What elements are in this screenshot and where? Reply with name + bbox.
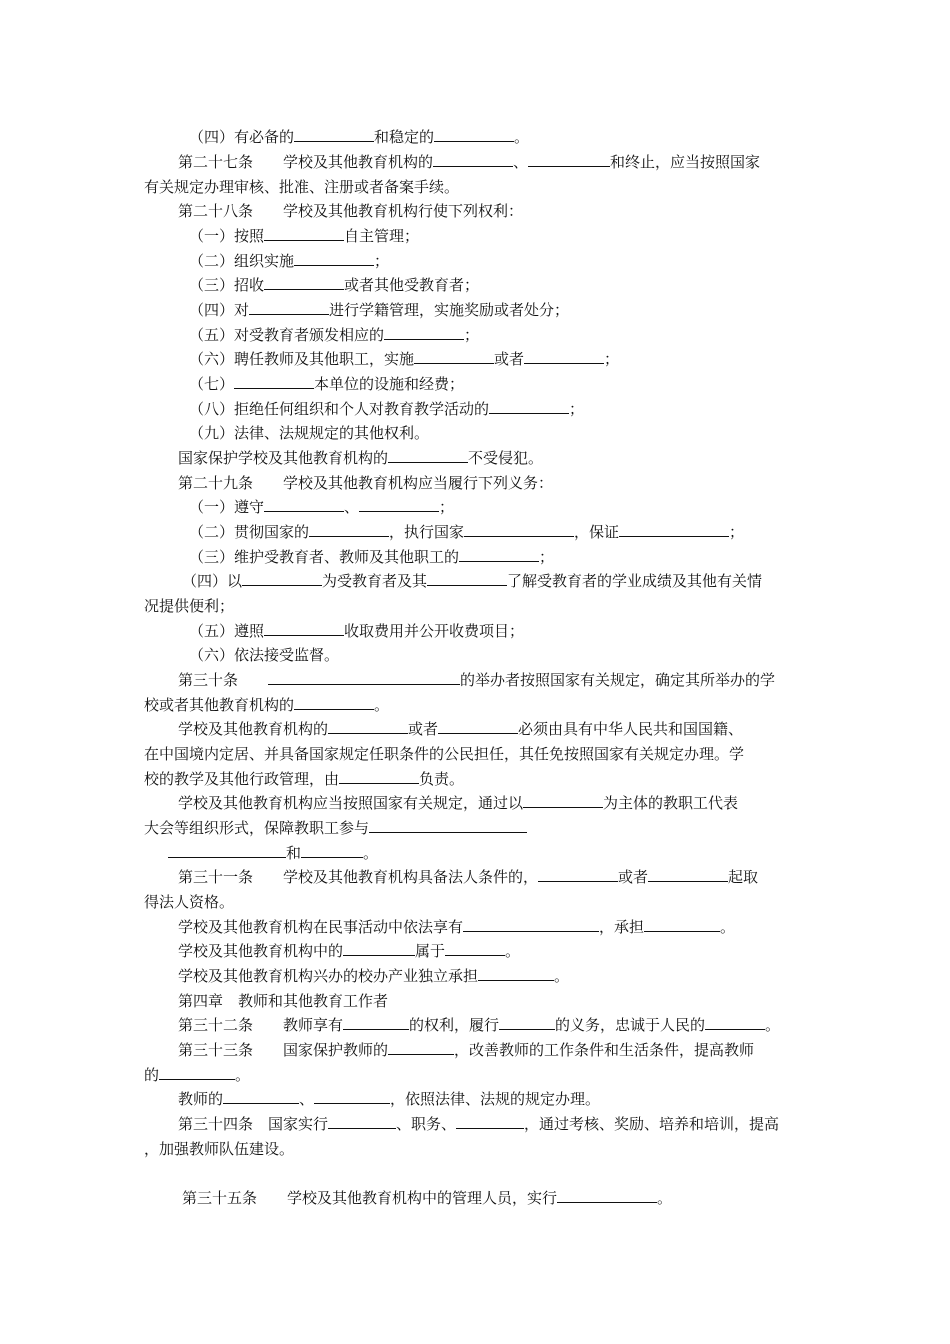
text-segment: 、 (513, 153, 529, 171)
text-segment: 。 (720, 918, 736, 936)
text-segment: 得法人资格。 (144, 893, 235, 911)
text-line (178, 989, 828, 1014)
fill-in-blank[interactable] (294, 126, 374, 142)
text-segment: （二）组织实施 (189, 252, 295, 270)
fill-in-blank[interactable] (339, 768, 419, 784)
text-segment: ； (439, 498, 455, 516)
text-line (189, 273, 839, 298)
fill-in-blank[interactable] (234, 373, 314, 389)
fill-in-blank[interactable] (264, 225, 344, 241)
fill-in-blank[interactable] (648, 866, 728, 882)
fill-in-blank[interactable] (264, 274, 344, 290)
text-segment: 第三十四条 国家实行 (178, 1115, 329, 1133)
text-segment: 自主管理； (344, 227, 420, 245)
text-segment: 属于 (415, 942, 446, 960)
text-segment: 学校及其他教育机构中的 (178, 942, 344, 960)
text-line (189, 545, 839, 570)
text-segment: （一）遵守 (189, 498, 265, 516)
text-segment: 学校及其他教育机构应当按照国家有关规定，通过以 (178, 794, 524, 812)
text-segment: 、 (299, 1090, 315, 1108)
text-segment: （四）以 (182, 572, 243, 590)
text-segment: （六）依法接受监督。 (189, 646, 340, 664)
text-segment: （九）法律、法规规定的其他权利。 (189, 424, 430, 442)
fill-in-blank[interactable] (523, 792, 603, 808)
text-line (189, 619, 839, 644)
text-line (144, 693, 794, 718)
text-segment: 负责。 (419, 770, 465, 788)
fill-in-blank[interactable] (301, 842, 363, 858)
text-segment: ，执行国家 (389, 523, 465, 541)
fill-in-blank[interactable] (438, 718, 518, 734)
fill-in-blank[interactable] (538, 866, 618, 882)
fill-in-blank[interactable] (433, 151, 513, 167)
text-segment: 为受教育者及其 (322, 572, 428, 590)
text-segment: 。 (363, 844, 379, 862)
text-segment: 。 (765, 1016, 781, 1034)
text-line (178, 865, 818, 890)
text-segment: （四）有必备的 (189, 128, 295, 146)
fill-in-blank[interactable] (499, 1014, 555, 1030)
text-segment: 第三十一条 学校及其他教育机构具备法人条件的， (178, 868, 539, 886)
fill-in-blank[interactable] (168, 842, 286, 858)
text-segment: ，通过考核、奖励、培养和培训，提高 (524, 1115, 780, 1133)
text-segment: 了解受教育者的学业成绩及其他有关情 (507, 572, 763, 590)
text-segment: ，改善教师的工作条件和生活条件，提高教师 (454, 1041, 755, 1059)
text-segment: 或者其他受教育者； (344, 276, 480, 294)
fill-in-blank[interactable] (705, 1014, 765, 1030)
text-segment: 。 (505, 942, 521, 960)
fill-in-blank[interactable] (644, 916, 720, 932)
text-segment: 第四章 教师和其他教育工作者 (178, 992, 389, 1010)
fill-in-blank[interactable] (524, 348, 604, 364)
fill-in-blank[interactable] (294, 250, 374, 266)
fill-in-blank[interactable] (343, 1014, 409, 1030)
text-segment: 第二十九条 学校及其他教育机构应当履行下列义务： (178, 474, 554, 492)
text-segment: 为主体的教职工代表 (603, 794, 739, 812)
text-line (178, 150, 808, 175)
text-line (178, 1013, 818, 1038)
text-segment: 第三十二条 教师享有 (178, 1016, 344, 1034)
text-line (189, 347, 839, 372)
text-segment: 。 (235, 1066, 251, 1084)
text-segment: （五）遵照 (189, 622, 265, 640)
text-segment: 学校及其他教育机构的 (178, 720, 329, 738)
text-line (144, 767, 794, 792)
text-segment: 校或者其他教育机构的 (144, 696, 295, 714)
text-segment: 或者 (618, 868, 649, 886)
text-line (168, 841, 818, 866)
text-segment: （七） (189, 375, 235, 393)
fill-in-blank[interactable] (489, 398, 569, 414)
text-segment: 。 (554, 967, 570, 985)
text-segment: ，依照法律、法规的规定办理。 (390, 1090, 601, 1108)
text-segment: 第二十八条 学校及其他教育机构行使下列权利： (178, 202, 524, 220)
text-segment: 大会等组织形式，保障教职工参与 (144, 819, 370, 837)
fill-in-blank[interactable] (159, 1064, 235, 1080)
text-line (189, 520, 839, 545)
text-line (189, 298, 839, 323)
text-line (178, 1087, 828, 1112)
text-segment: （四）对 (189, 301, 250, 319)
text-segment: 第三十条 (178, 671, 269, 689)
text-segment: 校的教学及其他行政管理，由 (144, 770, 340, 788)
text-segment: 和终止，应当按照国家 (610, 153, 761, 171)
text-segment: 国家保护学校及其他教育机构的 (178, 449, 389, 467)
text-line (178, 791, 818, 816)
text-line (189, 224, 839, 249)
text-segment: 。 (514, 128, 530, 146)
text-segment: ，加强教师队伍建设。 (144, 1140, 295, 1158)
text-segment: 学校及其他教育机构在民事活动中依法享有 (178, 918, 464, 936)
text-segment: 第三十三条 国家保护教师的 (178, 1041, 389, 1059)
text-line (144, 175, 794, 200)
fill-in-blank[interactable] (557, 1187, 657, 1203)
text-segment: 的义务，忠诚于人民的 (555, 1016, 706, 1034)
text-segment: 学校及其他教育机构兴办的校办产业独立承担 (178, 967, 479, 985)
text-segment: 本单位的设施和经费； (314, 375, 465, 393)
text-segment: 收取费用并公开收费项目； (344, 622, 525, 640)
text-segment: 在中国境内定居、并具备国家规定任职条件的公民担任，其任免按照国家有关规定办理。学 (144, 745, 745, 763)
text-line (189, 372, 839, 397)
text-line (189, 249, 839, 274)
text-line (189, 323, 839, 348)
text-segment: 或者 (494, 350, 525, 368)
text-line (182, 1186, 832, 1211)
fill-in-blank[interactable] (328, 1113, 396, 1129)
text-line (144, 742, 814, 767)
fill-in-blank[interactable] (434, 126, 514, 142)
text-segment: 的 (144, 1066, 160, 1084)
text-segment: （六）聘任教师及其他职工，实施 (189, 350, 415, 368)
fill-in-blank[interactable] (427, 570, 507, 586)
text-segment: 不受侵犯。 (468, 449, 544, 467)
text-segment: （三）招收 (189, 276, 265, 294)
fill-in-blank[interactable] (359, 496, 439, 512)
text-line (178, 1112, 818, 1137)
text-line (144, 1137, 794, 1162)
text-line (178, 1038, 818, 1063)
text-segment: 和 (286, 844, 302, 862)
fill-in-blank[interactable] (309, 521, 389, 537)
text-segment: 必须由具有中华人民共和国国籍、 (518, 720, 744, 738)
text-line (178, 471, 828, 496)
fill-in-blank[interactable] (619, 521, 729, 537)
text-segment: 。 (374, 696, 390, 714)
text-segment: （一）按照 (189, 227, 265, 245)
text-segment: ； (729, 523, 745, 541)
fill-in-blank[interactable] (464, 521, 574, 537)
text-segment: ，承担 (599, 918, 645, 936)
text-segment: 或者 (408, 720, 439, 738)
text-segment: 进行学籍管理，实施奖励或者处分； (329, 301, 570, 319)
text-segment: 。 (657, 1189, 673, 1207)
text-segment: ，保证 (574, 523, 620, 541)
text-segment: （二）贯彻国家的 (189, 523, 310, 541)
fill-in-blank[interactable] (414, 348, 494, 364)
fill-in-blank[interactable] (268, 669, 460, 685)
text-segment: 起取 (728, 868, 759, 886)
text-line (144, 890, 794, 915)
text-segment: 和稳定的 (374, 128, 435, 146)
text-segment: 况提供便利； (144, 597, 235, 615)
fill-in-blank[interactable] (463, 916, 599, 932)
text-segment: 的举办者按照国家有关规定，确定其所举办的学 (460, 671, 776, 689)
fill-in-blank[interactable] (478, 965, 554, 981)
fill-in-blank[interactable] (223, 1088, 299, 1104)
text-line (189, 125, 919, 150)
text-line (144, 816, 794, 841)
text-line (144, 1063, 794, 1088)
text-line (178, 446, 828, 471)
fill-in-blank[interactable] (249, 299, 329, 315)
text-line (178, 668, 818, 693)
fill-in-blank[interactable] (388, 1039, 454, 1055)
text-line (178, 915, 828, 940)
text-segment: ； (569, 400, 585, 418)
fill-in-blank[interactable] (264, 620, 344, 636)
text-line (178, 939, 828, 964)
text-segment: 的权利，履行 (409, 1016, 500, 1034)
text-segment: 、职务、 (396, 1115, 457, 1133)
text-segment: 、 (344, 498, 360, 516)
text-line (189, 397, 839, 422)
fill-in-blank[interactable] (343, 940, 415, 956)
text-segment: 第二十七条 学校及其他教育机构的 (178, 153, 434, 171)
fill-in-blank[interactable] (384, 324, 464, 340)
fill-in-blank[interactable] (242, 570, 322, 586)
text-segment: （八）拒绝任何组织和个人对教育教学活动的 (189, 400, 490, 418)
text-line (178, 964, 828, 989)
fill-in-blank[interactable] (314, 1088, 390, 1104)
text-segment: ； (374, 252, 390, 270)
fill-in-blank[interactable] (456, 1113, 524, 1129)
text-segment: ； (539, 548, 555, 566)
fill-in-blank[interactable] (459, 546, 539, 562)
text-segment: 教师的 (178, 1090, 224, 1108)
text-line (189, 495, 839, 520)
fill-in-blank[interactable] (388, 447, 468, 463)
fill-in-blank[interactable] (264, 496, 344, 512)
fill-in-blank[interactable] (528, 151, 610, 167)
text-line (189, 643, 839, 668)
fill-in-blank[interactable] (369, 817, 527, 833)
text-segment: 有关规定办理审核、批准、注册或者备案手续。 (144, 178, 460, 196)
text-segment: 第三十五条 学校及其他教育机构中的管理人员，实行 (182, 1189, 558, 1207)
fill-in-blank[interactable] (294, 694, 374, 710)
fill-in-blank[interactable] (445, 940, 505, 956)
text-segment: （三）维护受教育者、教师及其他职工的 (189, 548, 460, 566)
text-line (144, 594, 794, 619)
text-segment: ； (464, 326, 480, 344)
fill-in-blank[interactable] (328, 718, 408, 734)
text-line (189, 421, 839, 446)
text-segment: （五）对受教育者颁发相应的 (189, 326, 385, 344)
text-line (178, 199, 828, 224)
text-line (182, 569, 822, 594)
text-line (178, 717, 818, 742)
text-segment: ； (604, 350, 620, 368)
